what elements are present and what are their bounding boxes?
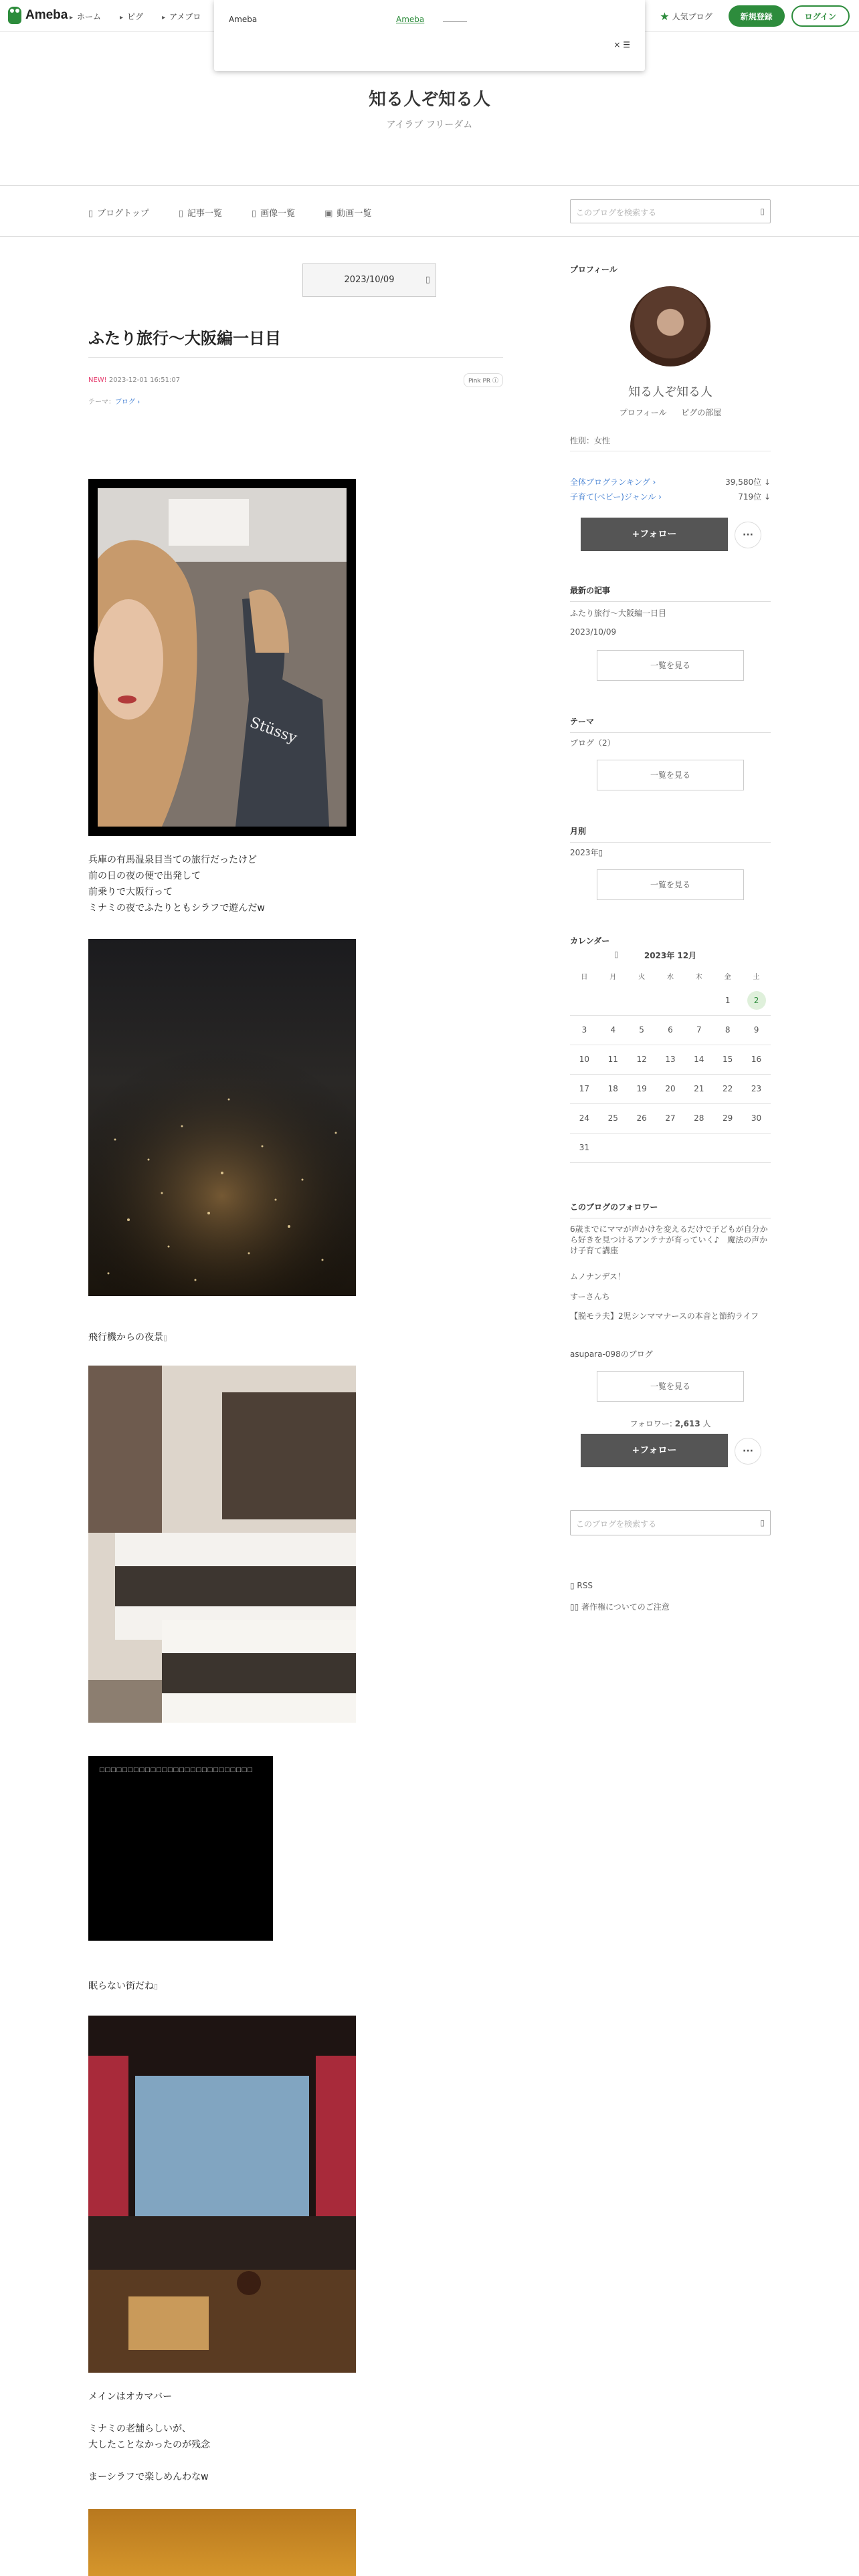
calendar-empty-cell [656, 1133, 685, 1162]
calendar-day: 4 [599, 1015, 628, 1045]
image-icon: ▯ [251, 209, 257, 219]
followers-more-button[interactable]: 一覧を見る [597, 1371, 744, 1402]
calendar-day: 7 [684, 1015, 713, 1045]
frog-icon [8, 7, 21, 24]
calendar-day: 22 [713, 1074, 742, 1103]
nav-ameblo[interactable]: ▸ アメブロ [162, 11, 201, 22]
monthly-item[interactable] [570, 847, 603, 858]
entry-paragraph-2 [88, 1313, 167, 1346]
nav-image-list-label: 画像一覧 [260, 209, 296, 219]
entry-theme: テーマ：ブログ › [88, 399, 140, 406]
calendar-today[interactable]: 2 [747, 991, 766, 1010]
profile-link[interactable]: プロフィール [619, 408, 667, 417]
follower-item[interactable]: 6歳までにママが声かけを変えるだけで子どもが自分から好きを見つけるアンテナが育っていく♪ 魔法の声かけ子育て講座 [570, 1224, 768, 1255]
date-select-value: 2023/10/09 [344, 275, 395, 285]
broken-image-icon: ▯ [163, 1333, 168, 1342]
calendar-day: 9 [742, 1015, 771, 1045]
more-options-button[interactable]: ··· [735, 1438, 761, 1465]
avatar[interactable] [630, 286, 710, 366]
calendar-day: 31 [570, 1133, 599, 1162]
follower-count-label: フォロワー: [630, 1419, 675, 1428]
entry-image-selfie[interactable] [88, 479, 356, 836]
calendar-week [570, 1015, 771, 1045]
hotel-room-photo [88, 1366, 356, 1723]
recent-entries-heading: 最新の記事 [570, 584, 771, 602]
overlay-title: Ameba [229, 15, 258, 24]
copyright-link[interactable] [570, 1601, 670, 1612]
calendar-day[interactable] [742, 986, 771, 1015]
recent-more-button[interactable]: 一覧を見る [597, 650, 744, 681]
entry-image-night-view[interactable] [88, 939, 356, 1296]
calendar-day: 19 [628, 1074, 656, 1103]
sidebar-search-input[interactable] [570, 1510, 771, 1535]
theme-link[interactable]: ブログ [115, 399, 135, 406]
list-icon: ▯ [178, 209, 183, 219]
monthly-item-label: 2023年 [570, 848, 599, 857]
ranking-overall[interactable]: 全体ブログランキング › 39,580位 ↓ [570, 477, 771, 487]
calendar-day: 24 [570, 1103, 599, 1133]
profile-name[interactable]: 知る人ぞ知る人 [628, 385, 712, 399]
blog-search-placeholder: このブログを検索する [576, 208, 657, 217]
calendar-empty-cell [684, 986, 713, 1015]
popular-blog-link[interactable] [660, 10, 712, 23]
follower-count-unit: 人 [700, 1419, 711, 1428]
follower-count-value: 2,613 [674, 1419, 700, 1428]
calendar-weekday: 日 [581, 973, 588, 981]
follower-item[interactable]: ムノナンデス！ [570, 1272, 626, 1281]
pinpr-badge[interactable]: Pink PR ⓘ [464, 373, 503, 387]
calendar-weekday: 水 [666, 973, 674, 981]
recent-entry-date: 2023/10/09 [570, 627, 617, 637]
nav-image-list[interactable] [252, 206, 295, 219]
paragraph-3-text: 眠らない街だね [88, 1981, 154, 1992]
calendar-day: 1 [713, 986, 742, 1015]
page-icon: ▯ [88, 209, 94, 219]
calendar-empty-cell [628, 986, 656, 1015]
calendar-weekday: 土 [753, 973, 760, 981]
ameba-logo[interactable] [8, 7, 68, 24]
video-icon: ▣ [324, 209, 333, 219]
calendar-day: 10 [570, 1045, 599, 1074]
profile-heading: プロフィール [570, 265, 617, 274]
blog-subtitle: アイラブ フリーダム [386, 120, 473, 130]
svg-text:Stüssy: Stüssy [247, 714, 300, 747]
calendar-day: 26 [628, 1103, 656, 1133]
calendar-empty-cell [742, 1133, 771, 1162]
entry-paragraph-4: メインはオカマバー ミナミの老舗らしいが、 大したことなかったのが残念 まーシラフで楽しめんわなw [88, 2391, 210, 2482]
follow-button[interactable]: +フォロー [581, 518, 728, 551]
calendar-weekday: 木 [695, 973, 702, 981]
chevron-down-icon: ▯ [425, 275, 430, 285]
entry-paragraph-3 [88, 1962, 158, 1995]
profile-links [570, 407, 771, 418]
calendar-day: 23 [742, 1074, 771, 1103]
follower-item[interactable]: asupara-098のブログ [570, 1350, 653, 1359]
calendar-week [570, 1045, 771, 1074]
copyright-label: 著作権についてのご注意 [581, 1602, 670, 1612]
calendar-empty-cell [599, 1133, 628, 1162]
calendar-table [570, 966, 771, 1163]
calendar-heading: カレンダー [570, 936, 610, 946]
paragraph-2-text: 飛行機からの夜景 [88, 1332, 163, 1343]
calendar-day: 18 [599, 1074, 628, 1103]
entry-datetime: 2023-12-01 16:51:07 [108, 377, 181, 384]
nav-pigg[interactable]: ▸ ピグ [120, 11, 143, 22]
login-button[interactable]: ログイン [791, 5, 850, 27]
theme-item[interactable]: ブログ（2） [570, 738, 615, 748]
ranking-overall-value: 39,580位 [725, 477, 762, 487]
calendar-month-nav [570, 950, 771, 961]
calendar-week [570, 1103, 771, 1133]
header-actions [660, 5, 850, 27]
calendar-weekday: 金 [724, 973, 731, 981]
profile-gender: 性別：女性 [570, 436, 611, 445]
follower-count [570, 1418, 771, 1429]
calendar-day: 16 [742, 1045, 771, 1074]
divider [88, 357, 503, 358]
ranking-overall-label: 全体ブログランキング [570, 477, 650, 487]
calendar-day: 11 [599, 1045, 628, 1074]
calendar-empty-cell [713, 1133, 742, 1162]
calendar-day: 6 [656, 1015, 685, 1045]
blog-search-input[interactable] [570, 199, 771, 223]
calendar-empty-cell [684, 1133, 713, 1162]
calendar-day: 21 [684, 1074, 713, 1103]
entry-image-hotel-room[interactable] [88, 1366, 356, 1723]
ameba-logo-text: Ameba [25, 8, 68, 22]
chevron-down-icon: ▯ [598, 848, 603, 857]
calendar-day: 20 [656, 1074, 685, 1103]
calendar-empty-cell [628, 1133, 656, 1162]
follow-button[interactable]: +フォロー [581, 1434, 728, 1467]
rss-link[interactable] [570, 1581, 593, 1590]
calendar-week [570, 1133, 771, 1162]
calendar-day: 29 [713, 1103, 742, 1133]
search-icon[interactable]: ▯ [760, 207, 765, 216]
calendar-day: 27 [656, 1103, 685, 1133]
video-caption: □□□□□□□□□□□□□□□□□□□□□□□□□□□ [99, 1767, 253, 1774]
calendar-day: 28 [684, 1103, 713, 1133]
entry-video[interactable] [88, 1756, 273, 1941]
nav-entry-list[interactable] [179, 206, 222, 219]
ranking-genre-value: 719位 [738, 492, 762, 502]
calendar-day: 25 [599, 1103, 628, 1133]
rss-label: RSS [577, 1581, 593, 1590]
night-view-photo [88, 939, 356, 1296]
blog-title[interactable]: 知る人ぞ知る人 [368, 90, 490, 110]
entry-image-partial[interactable] [88, 2509, 356, 2576]
global-nav [70, 11, 201, 22]
nav-blog-top[interactable] [88, 206, 149, 219]
calendar-day: 5 [628, 1015, 656, 1045]
nav-video-list[interactable] [324, 206, 371, 219]
overlay-underline [443, 21, 467, 22]
monthly-more-button[interactable]: 一覧を見る [597, 869, 744, 900]
entry-image-theater[interactable] [88, 2016, 356, 2373]
search-icon[interactable]: ▯ [760, 1518, 765, 1527]
calendar-day: 15 [713, 1045, 742, 1074]
new-badge: NEW! [88, 377, 107, 384]
calendar-empty-cell [599, 986, 628, 1015]
date-select[interactable] [302, 263, 436, 297]
sidebar-search-placeholder: このブログを検索する [576, 1519, 657, 1529]
calendar-empty-cell [570, 986, 599, 1015]
copyright-icon: ▯▯ [570, 1602, 582, 1612]
ad-overlay [214, 0, 645, 71]
blog-nav [0, 186, 859, 237]
ranking-genre-label: 子育て(ベビー)ジャンル [570, 492, 656, 502]
crown-icon: ★ [660, 9, 670, 23]
calendar-week [570, 986, 771, 1015]
calendar-month: 2023年 12月 [644, 951, 697, 960]
calendar-day: 30 [742, 1103, 771, 1133]
calendar-prev-button[interactable]: ▯ [614, 950, 619, 959]
follower-item[interactable]: 【脱モラ夫】2児シンママナースの本音と節約ライフ [570, 1311, 759, 1321]
recent-entry-title[interactable]: ふたり旅行〜大阪編一日目 [570, 609, 667, 618]
calendar-weekday: 火 [638, 973, 646, 981]
ranking-genre[interactable]: 子育て(ベビー)ジャンル › 719位 ↓ [570, 492, 771, 502]
calendar-day: 8 [713, 1015, 742, 1045]
more-options-button[interactable]: ··· [735, 522, 761, 548]
broken-image-icon: ▯ [154, 1982, 159, 1991]
calendar-day: 14 [684, 1045, 713, 1074]
nav-video-list-label: 動画一覧 [337, 209, 372, 219]
follower-item[interactable]: すーさんち [570, 1292, 610, 1301]
nav-blog-top-label: ブログトップ [97, 209, 149, 219]
monthly-heading: 月別 [570, 825, 771, 843]
register-button[interactable]: 新規登録 [729, 5, 785, 27]
calendar-day: 13 [656, 1045, 685, 1074]
pigg-room-link[interactable]: ピグの部屋 [681, 408, 722, 417]
selfie-photo [88, 479, 356, 836]
entry-paragraph-1: 兵庫の有馬温泉目当ての旅行だったけど 前の日の夜の便で出発して 前乗りで大阪行って ミナミの夜でふたりともシラフで遊んだw [88, 855, 265, 914]
entry-meta [88, 377, 180, 384]
popular-blog-label: 人気ブログ [672, 11, 712, 21]
overlay-close-button[interactable]: × ☰ [613, 40, 630, 49]
theme-heading: テーマ [570, 716, 771, 733]
calendar-empty-cell [656, 986, 685, 1015]
theater-photo [88, 2016, 356, 2373]
followers-heading: このブログのフォロワー [570, 1201, 771, 1218]
calendar-week [570, 1074, 771, 1103]
theme-more-button[interactable]: 一覧を見る [597, 760, 744, 790]
theme-prefix: テーマ： [88, 399, 115, 406]
overlay-link[interactable]: Ameba [396, 15, 425, 24]
rss-icon: ▯ [570, 1581, 577, 1590]
nav-entry-list-label: 記事一覧 [187, 209, 222, 219]
calendar-day: 12 [628, 1045, 656, 1074]
calendar-day: 3 [570, 1015, 599, 1045]
nav-home[interactable]: ▸ ホーム [70, 11, 101, 22]
calendar-day: 17 [570, 1074, 599, 1103]
entry-title[interactable]: ふたり旅行〜大阪編一日目 [88, 329, 281, 348]
calendar-weekday: 月 [609, 973, 617, 981]
